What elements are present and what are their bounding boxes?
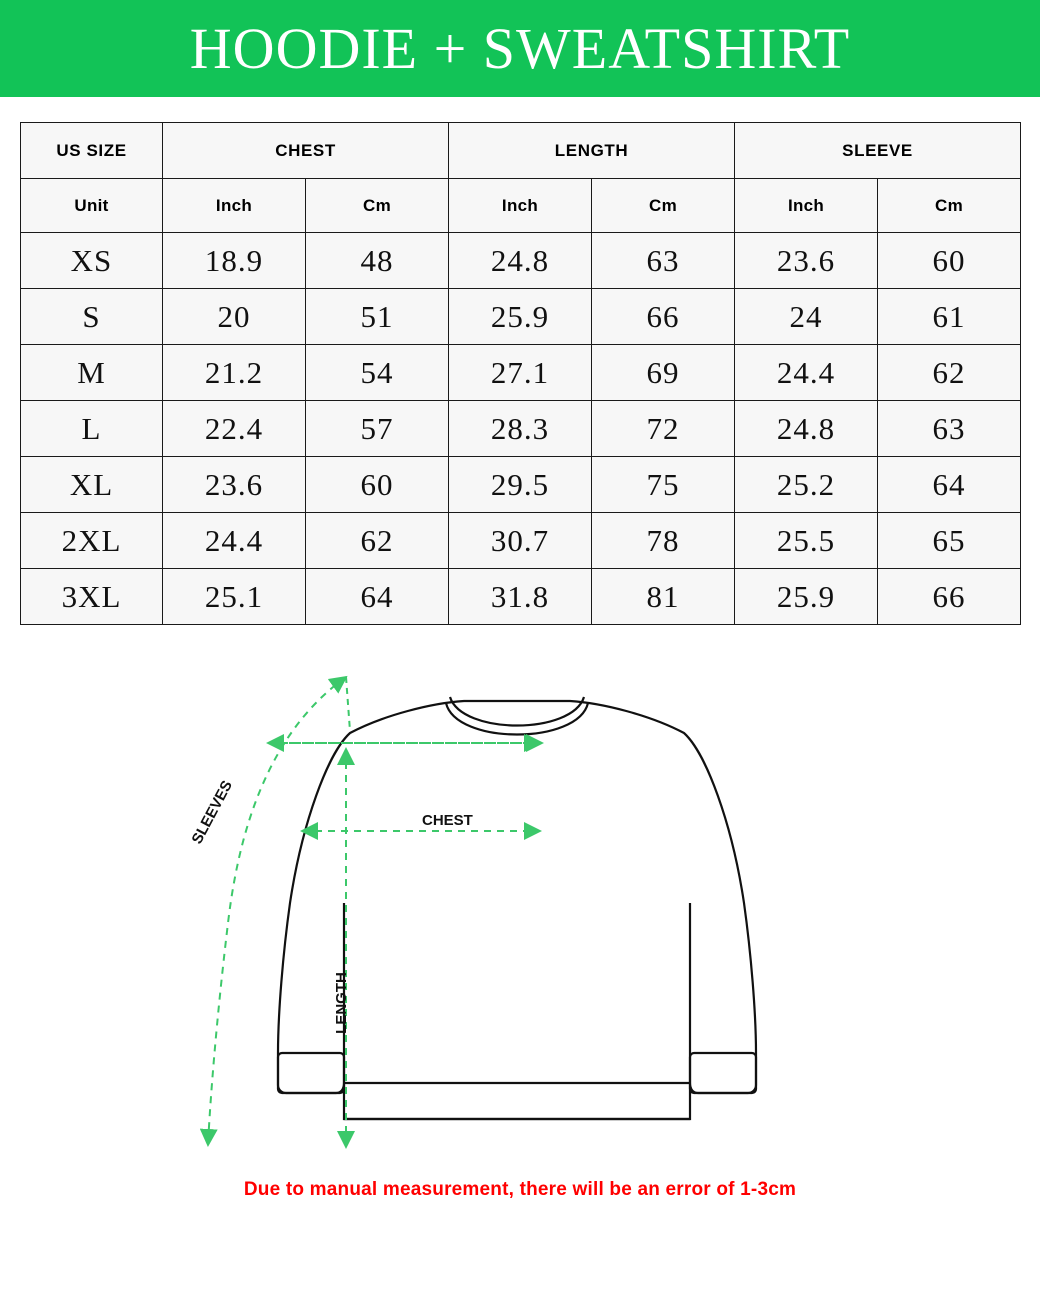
label-sleeves: SLEEVES	[188, 777, 237, 847]
cell-chest-inch: 20	[163, 289, 306, 345]
cell-chest-inch: 25.1	[163, 569, 306, 625]
cell-sleeve-cm: 60	[878, 233, 1021, 289]
cell-length-cm: 72	[592, 401, 735, 457]
cell-sleeve-inch: 24	[735, 289, 878, 345]
table-row	[21, 401, 1021, 457]
header-banner	[0, 0, 1040, 97]
garment-outline	[278, 697, 756, 1119]
cell-length-cm: 75	[592, 457, 735, 513]
cell-chest-cm: 62	[306, 513, 449, 569]
label-length: LENGTH	[333, 972, 350, 1034]
header-chest-inch: Inch	[163, 179, 306, 233]
sweatshirt-illustration	[150, 653, 890, 1173]
cell-length-cm: 78	[592, 513, 735, 569]
table-row	[21, 345, 1021, 401]
cell-sleeve-inch: 24.4	[735, 345, 878, 401]
cell-sleeve-inch: 25.9	[735, 569, 878, 625]
cell-size: 2XL	[21, 513, 163, 569]
header-length-cm: Cm	[592, 179, 735, 233]
cell-size: S	[21, 289, 163, 345]
cell-size: M	[21, 345, 163, 401]
table-row	[21, 289, 1021, 345]
header-unit: Unit	[21, 179, 163, 233]
cell-sleeve-inch: 23.6	[735, 233, 878, 289]
cell-size: XL	[21, 457, 163, 513]
table-row	[21, 513, 1021, 569]
cell-length-cm: 69	[592, 345, 735, 401]
cell-chest-cm: 51	[306, 289, 449, 345]
table-group-header-row	[21, 123, 1021, 179]
header-sleeve-inch: Inch	[735, 179, 878, 233]
cell-sleeve-cm: 65	[878, 513, 1021, 569]
cell-sleeve-cm: 66	[878, 569, 1021, 625]
cell-chest-cm: 54	[306, 345, 449, 401]
page-title: HOODIE + SWEATSHIRT	[189, 16, 851, 81]
cell-length-cm: 66	[592, 289, 735, 345]
cell-sleeve-inch: 25.2	[735, 457, 878, 513]
cell-size: XS	[21, 233, 163, 289]
header-chest: CHEST	[163, 123, 449, 179]
cell-length-inch: 27.1	[449, 345, 592, 401]
size-chart-table	[20, 122, 1021, 625]
cell-sleeve-inch: 24.8	[735, 401, 878, 457]
label-chest: CHEST	[422, 812, 473, 829]
cell-chest-inch: 23.6	[163, 457, 306, 513]
cell-length-inch: 30.7	[449, 513, 592, 569]
cell-chest-cm: 48	[306, 233, 449, 289]
cell-chest-inch: 24.4	[163, 513, 306, 569]
cell-length-inch: 25.9	[449, 289, 592, 345]
header-sleeve: SLEEVE	[735, 123, 1021, 179]
cell-sleeve-cm: 63	[878, 401, 1021, 457]
measurement-disclaimer: Due to manual measurement, there will be an error of 1-3cm	[243, 1179, 797, 1200]
header-length-inch: Inch	[449, 179, 592, 233]
header-length: LENGTH	[449, 123, 735, 179]
cell-sleeve-inch: 25.5	[735, 513, 878, 569]
cell-chest-cm: 57	[306, 401, 449, 457]
cell-size: L	[21, 401, 163, 457]
cell-sleeve-cm: 62	[878, 345, 1021, 401]
size-chart-container	[20, 122, 1020, 625]
header-us-size: US SIZE	[21, 123, 163, 179]
cell-chest-inch: 22.4	[163, 401, 306, 457]
header-chest-cm: Cm	[306, 179, 449, 233]
cell-chest-cm: 60	[306, 457, 449, 513]
measurement-diagram	[0, 653, 1040, 1173]
cell-sleeve-cm: 61	[878, 289, 1021, 345]
cell-length-inch: 28.3	[449, 401, 592, 457]
table-row	[21, 457, 1021, 513]
cell-size: 3XL	[21, 569, 163, 625]
cell-chest-inch: 21.2	[163, 345, 306, 401]
table-row	[21, 569, 1021, 625]
cell-length-cm: 63	[592, 233, 735, 289]
cell-length-inch: 31.8	[449, 569, 592, 625]
cell-length-inch: 29.5	[449, 457, 592, 513]
cell-sleeve-cm: 64	[878, 457, 1021, 513]
table-body	[21, 233, 1021, 625]
table-row	[21, 233, 1021, 289]
header-sleeve-cm: Cm	[878, 179, 1021, 233]
table-unit-header-row	[21, 179, 1021, 233]
cell-chest-inch: 18.9	[163, 233, 306, 289]
cell-length-inch: 24.8	[449, 233, 592, 289]
cell-length-cm: 81	[592, 569, 735, 625]
cell-chest-cm: 64	[306, 569, 449, 625]
